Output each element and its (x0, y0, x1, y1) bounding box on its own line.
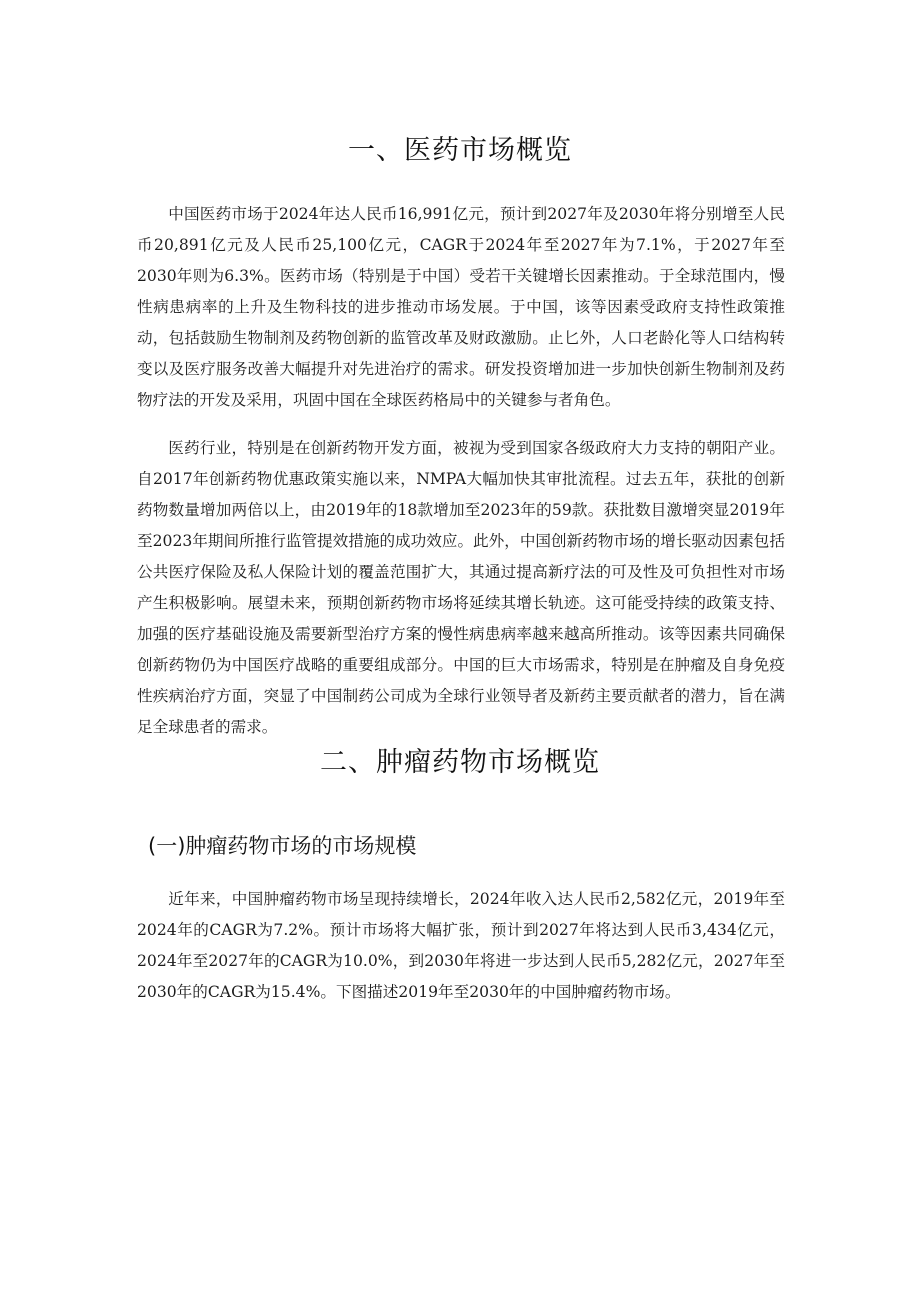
paragraph-oncology-market-size: 近年来，中国肿瘤药物市场呈现持续增长，2024年收入达人民币2,582亿元，2019年至2024年的CAGR为7.2%。预计市场将大幅扩张，预计到2027年将达到人民币3,434亿元，2024年至2027年的CAGR为10.0%，到2030年将进一步达到人民币5,282亿元，2027年至2030年的CAGR为15.4%。下图描述2019年至2030年的中国肿瘤药物市场。 (137, 890, 785, 1001)
section-title-pharma-market: 一、医药市场概览 (348, 135, 572, 166)
paragraph-pharma-market-overview: 中国医药市场于2024年达人民币16,991亿元，预计到2027年及2030年将分别增至人民币20,891亿元及人民币25,100亿元，CAGR于2024年至2027年为7.1%，于2027年至2030年则为6.3%。医药市场（特别是于中国）受若干关键增长因素推动。于全球范围内，慢性病患病率的上升及生物科技的进步推动市场发展。于中国，该等因素受政府支持性政策推动，包括鼓励生物制剂及药物创新的监管改革及财政激励。止匕外，人口老龄化等人口结构转变以及医疗服务改善大幅提升对先进治疗的需求。研发投资增加进一步加快创新生物制剂及药物疗法的开发及采用，巩固中国在全球医药格局中的关键参与者角色。 (137, 205, 785, 409)
section-title-oncology-market: 二、肿瘤药物市场概览 (320, 747, 600, 778)
paragraph-innovative-drugs: 医药行业，特别是在创新药物开发方面，被视为受到国家各级政府大力支持的朝阳产业。自2017年创新药物优惠政策实施以来，NMPA大幅加快其审批流程。过去五年，获批的创新药物数量增加两倍以上，由2019年的18款增加至2023年的59款。获批数目激增突显2019年至2023年期间所推行监管提效措施的成功效应。此外，中国创新药物市场的增长驱动因素包括公共医疗保险及私人保险计划的覆盖范围扩大，其通过提高新疗法的可及性及可负担性对市场产生积极影响。展望未来，预期创新药物市场将延续其增长轨迹。这可能受持续的政策支持、加强的医疗基础设施及需要新型治疗方案的慢性病患病率越来越高所推动。该等因素共同确保创新药物仍为中国医疗战略的重要组成部分。中国的巨大市场需求，特别是在肿瘤及自身免疫性疾病治疗方面，突显了中国制药公司成为全球行业领导者及新药主要贡献者的潜力，旨在满足全球患者的需求。 (137, 439, 785, 736)
subsection-title-market-size: (一)肿瘤药物市场的市场规模 (148, 834, 417, 858)
